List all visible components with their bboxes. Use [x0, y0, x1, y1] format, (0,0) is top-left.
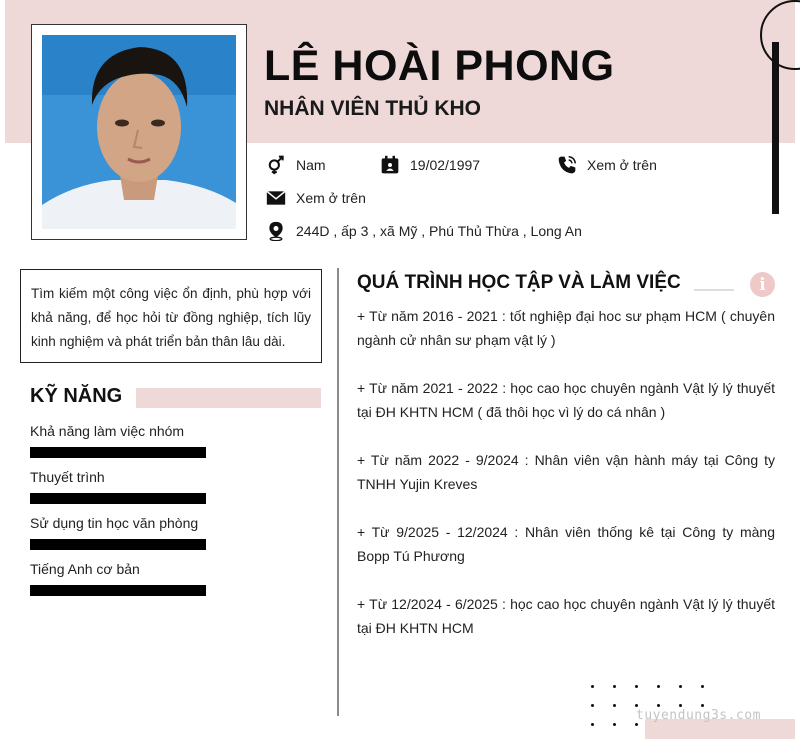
- skills-heading: KỸ NĂNG: [30, 385, 123, 407]
- heading-rule: [694, 289, 734, 291]
- skill-label: Sử dụng tin học văn phòng: [30, 515, 199, 531]
- career-objective: Tìm kiếm một công việc ổn định, phù hợp với khả năng, để học hỏi từ đồng nghiệp, tích lũy kinh nghiệm và phát triển bản thân lâu dài.: [20, 269, 322, 363]
- skill-bar: [30, 539, 206, 550]
- decorative-vertical-bar: [772, 42, 779, 214]
- experience-item: + Từ năm 2016 - 2021 : tốt nghiệp đại hoc sư phạm HCM ( chuyên ngành cử nhân sư phạm vật lý ): [357, 308, 775, 348]
- skills-heading-bar: [136, 388, 321, 408]
- location-icon: [265, 220, 287, 242]
- candidate-job-title: NHÂN VIÊN THỦ KHO: [264, 97, 482, 120]
- skill-bar-fill: [30, 539, 206, 550]
- skill-item: [30, 560, 210, 596]
- gender-value: Nam: [296, 157, 326, 173]
- email-value: Xem ở trên: [296, 190, 366, 206]
- phone-value: Xem ở trên: [587, 157, 657, 173]
- info-email: [265, 187, 366, 209]
- experience-item: + Từ năm 2021 - 2022 : học cao học chuyên ngành Vật lý lý thuyết tại ĐH KHTN HCM ( đã thôi học vì lý do cá nhân ): [357, 380, 775, 420]
- email-icon: [265, 187, 287, 209]
- info-icon: i: [750, 272, 775, 297]
- skill-bar: [30, 585, 206, 596]
- skill-bar-fill: [30, 447, 206, 458]
- skill-item: [30, 422, 210, 458]
- skill-label: Khả năng làm việc nhóm: [30, 423, 185, 439]
- skill-bar-fill: [30, 585, 206, 596]
- info-phone: [556, 154, 657, 176]
- experience-item: + Từ 9/2025 - 12/2024 : Nhân viên thống kê tại Công ty màng Bopp Tú Phương: [357, 524, 775, 564]
- experience-item: + Từ năm 2022 - 9/2024 : Nhân viên vận hành máy tại Công ty TNHH Yujin Kreves: [357, 452, 775, 492]
- profile-photo-frame: [31, 24, 247, 240]
- watermark: tuyendung3s.com: [636, 708, 761, 723]
- skill-item: [30, 514, 210, 550]
- skill-item: [30, 468, 210, 504]
- skill-bar: [30, 493, 206, 504]
- skill-label: Thuyết trình: [30, 469, 105, 485]
- info-address: [265, 220, 582, 242]
- experience-heading: QUÁ TRÌNH HỌC TẬP VÀ LÀM VIỆC: [357, 272, 681, 293]
- calendar-icon: [379, 154, 401, 176]
- skill-label: Tiếng Anh cơ bản: [30, 561, 140, 577]
- skill-bar-fill: [30, 493, 206, 504]
- experience-item: + Từ 12/2024 - 6/2025 : học cao học chuyên ngành Vật lý lý thuyết tại ĐH KHTN HCM: [357, 596, 775, 636]
- info-gender: [265, 154, 326, 176]
- gender-icon: [265, 154, 287, 176]
- column-divider: [337, 268, 339, 716]
- info-birthday: [379, 154, 480, 176]
- portrait-illustration: [42, 35, 236, 229]
- phone-icon: [556, 154, 578, 176]
- address-value: 244D , ấp 3 , xã Mỹ , Phú Thủ Thừa , Long An: [296, 223, 582, 239]
- portrait-photo: [42, 35, 236, 229]
- skill-bar: [30, 447, 206, 458]
- candidate-name: LÊ HOÀI PHONG: [264, 42, 615, 90]
- birthday-value: 19/02/1997: [410, 157, 481, 173]
